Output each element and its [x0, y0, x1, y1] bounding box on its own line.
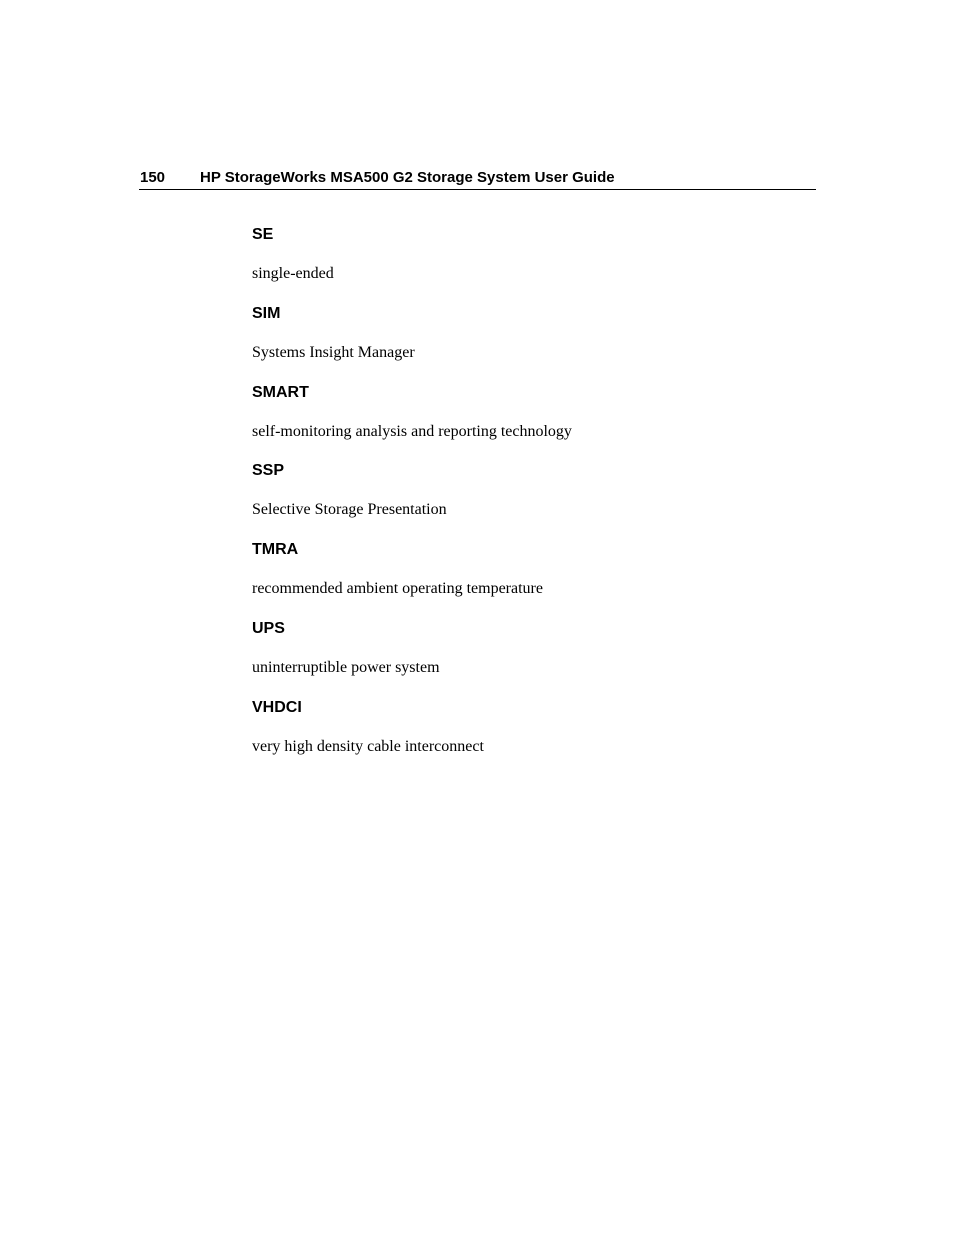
- glossary-definition: very high density cable interconnect: [252, 737, 484, 755]
- glossary-entry: [252, 225, 812, 304]
- glossary-term: VHDCI: [252, 698, 302, 716]
- glossary-definition: single-ended: [252, 265, 334, 282]
- page-header: [139, 168, 816, 190]
- glossary-definition: uninterruptible power system: [252, 658, 440, 676]
- glossary-term: SIM: [252, 304, 281, 322]
- guide-title: HP StorageWorks MSA500 G2 Storage System User Guide: [200, 169, 615, 186]
- glossary-entry: [252, 304, 812, 383]
- glossary-definition: recommended ambient operating temperature: [252, 580, 543, 598]
- glossary-entry: [252, 540, 812, 619]
- page-number: 150: [140, 169, 166, 186]
- glossary-term: UPS: [252, 619, 285, 637]
- glossary-entry: [252, 619, 812, 698]
- glossary-definition: Systems Insight Manager: [252, 343, 415, 361]
- glossary-entry: [252, 698, 812, 777]
- glossary-term: SMART: [252, 383, 309, 401]
- glossary-entry: [252, 461, 812, 540]
- glossary-list: [252, 225, 812, 777]
- glossary-definition: self-monitoring analysis and reporting technology: [252, 422, 572, 440]
- glossary-term: SE: [252, 226, 274, 243]
- glossary-entry: [252, 383, 812, 462]
- glossary-definition: Selective Storage Presentation: [252, 501, 447, 519]
- glossary-term: SSP: [252, 462, 285, 480]
- glossary-term: TMRA: [252, 541, 299, 559]
